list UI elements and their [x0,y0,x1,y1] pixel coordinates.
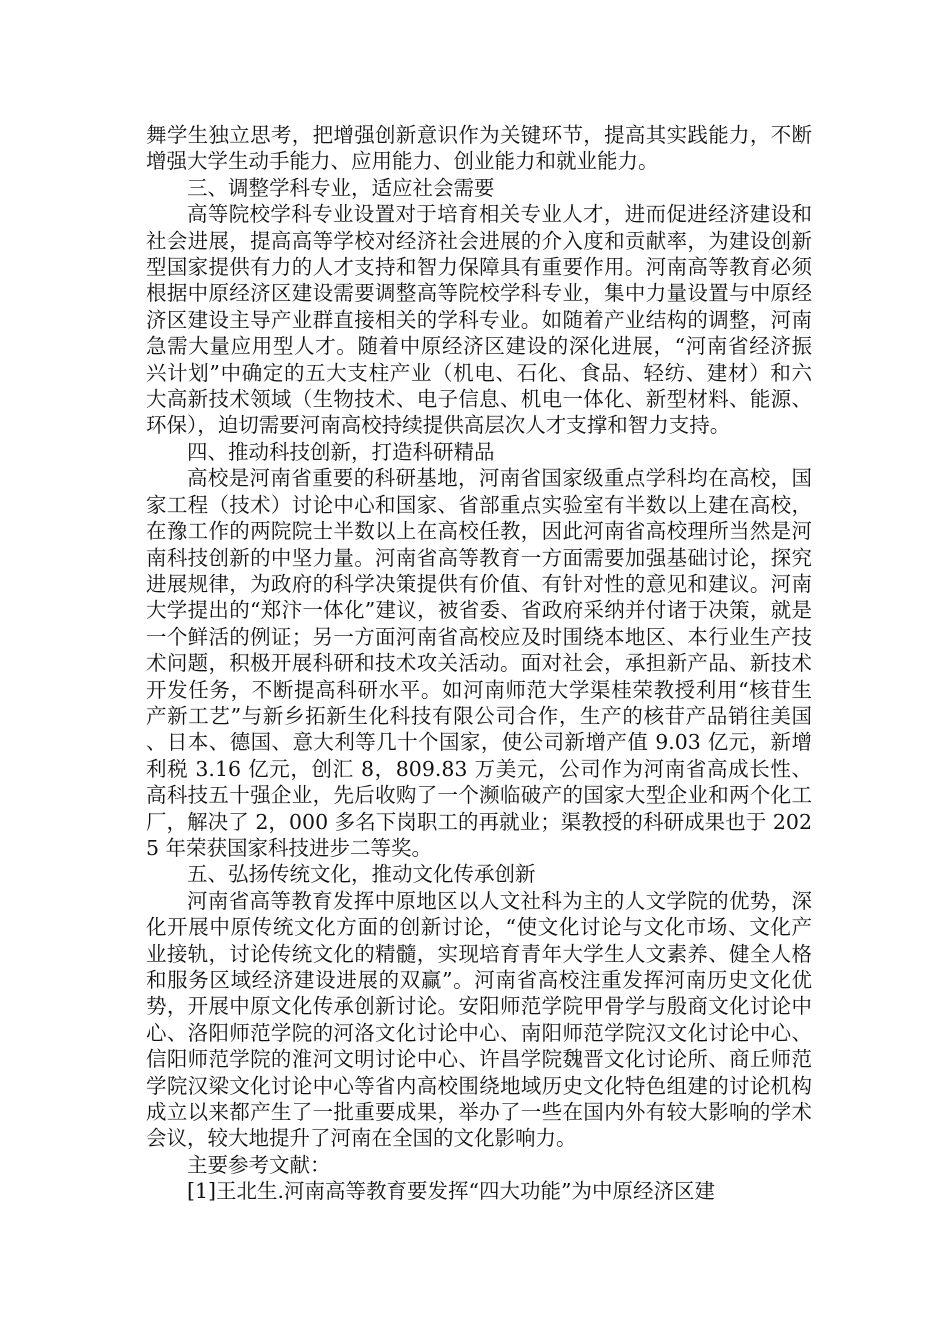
section-heading-4: 四、推动科技创新，打造科研精品 [187,439,495,464]
reference-item-1: [1]王北生.河南高等教育要发挥“四大功能”为中原经济区建 [187,1179,716,1204]
paragraph-tech-innovation: 高校是河南省重要的科研基地，河南省国家级重点学科均在高校，国家工程（技术）讨论中心和国家、省部重点实验室有半数以上建在高校，在豫工作的两院院士半数以上在高校任教，因此河南省高校理所当然是河南科技创新的中坚力量。河南省高等教育一方面需要加强基础讨论，探究进展规律，为政府的科学决策提供有价值、有针对性的意见和建议。河南大学提出的“郑汴一体化”建议，被省委、省政府采纳并付诸于决策，就是一个鲜活的例证；另一方面河南省高校应及时围绕本地区、本行业生产技术问题，积极开展科研和技术攻关活动。面对社会，承担新产品、新技术开发任务，不断提高科研水平。如河南师范大学渠桂荣教授利用“核苷生产新工艺”与新乡拓新生化科技有限公司合作，生产的核苷产品销往美国、日本、德国、意大利等几十个国家，使公司新增产值 9.03 亿元，新增利税 3.16 亿元，创汇 8，809.83 万美元，公司作为河南省高成长性、高科技五十强企业，先后收购了一个濒临破产的国家大型企业和两个化工厂，解决了 2，000 多名下岗职工的再就业；渠教授的科研成果也于 2025 年荣获国家科技进步二等奖。 [146,466,812,860]
section-heading-3: 三、调整学科专业，适应社会需要 [187,175,495,200]
paragraph-continuation: 舞学生独立思考，把增强创新意识作为关键环节，提高其实践能力，不断增强大学生动手能力、应用能力、创业能力和就业能力。 [146,123,812,174]
document-body [146,122,812,1205]
paragraph-discipline-adjustment: 高等院校学科专业设置对于培育相关专业人才，进而促进经济建设和社会进展，提高高等学校对经济社会进展的介入度和贡献率，为建设创新型国家提供有力的人才支持和智力保障具有重要作用。河南高等教育必须根据中原经济区建设需要调整高等院校学科专业，集中力量设置与中原经济区建设主导产业群直接相关的学科专业。如随着产业结构的调整，河南急需大量应用型人才。随着中原经济区建设的深化进展，“河南省经济振兴计划”中确定的五大支柱产业（机电、石化、食品、轻纺、建材）和六大高新技术领域（生物技术、电子信息、机电一体化、新型材料、能源、环保），迫切需要河南高校持续提供高层次人才支撑和智力支持。 [146,202,812,438]
section-heading-5: 五、弘扬传统文化，推动文化传承创新 [187,862,536,887]
paragraph-traditional-culture: 河南省高等教育发挥中原地区以人文社科为主的人文学院的优势，深化开展中原传统文化方面的创新讨论，“使文化讨论与文化市场、文化产业接轨，讨论传统文化的精髓，实现培育青年大学生人文素养、健全人格和服务区域经济建设进展的双赢”。河南省高校注重发挥河南历史文化优势，开展中原文化传承创新讨论。安阳师范学院甲骨学与殷商文化讨论中心、洛阳师范学院的河洛文化讨论中心、南阳师范学院汉文化讨论中心、信阳师范学院的淮河文明讨论中心、许昌学院魏晋文化讨论所、商丘师范学院汉梁文化讨论中心等省内高校围绕地域历史文化特色组建的讨论机构成立以来都产生了一批重要成果，举办了一些在国内外有较大影响的学术会议，较大地提升了河南在全国的文化影响力。 [146,888,812,1151]
references-heading: 主要参考文献： [187,1152,331,1177]
